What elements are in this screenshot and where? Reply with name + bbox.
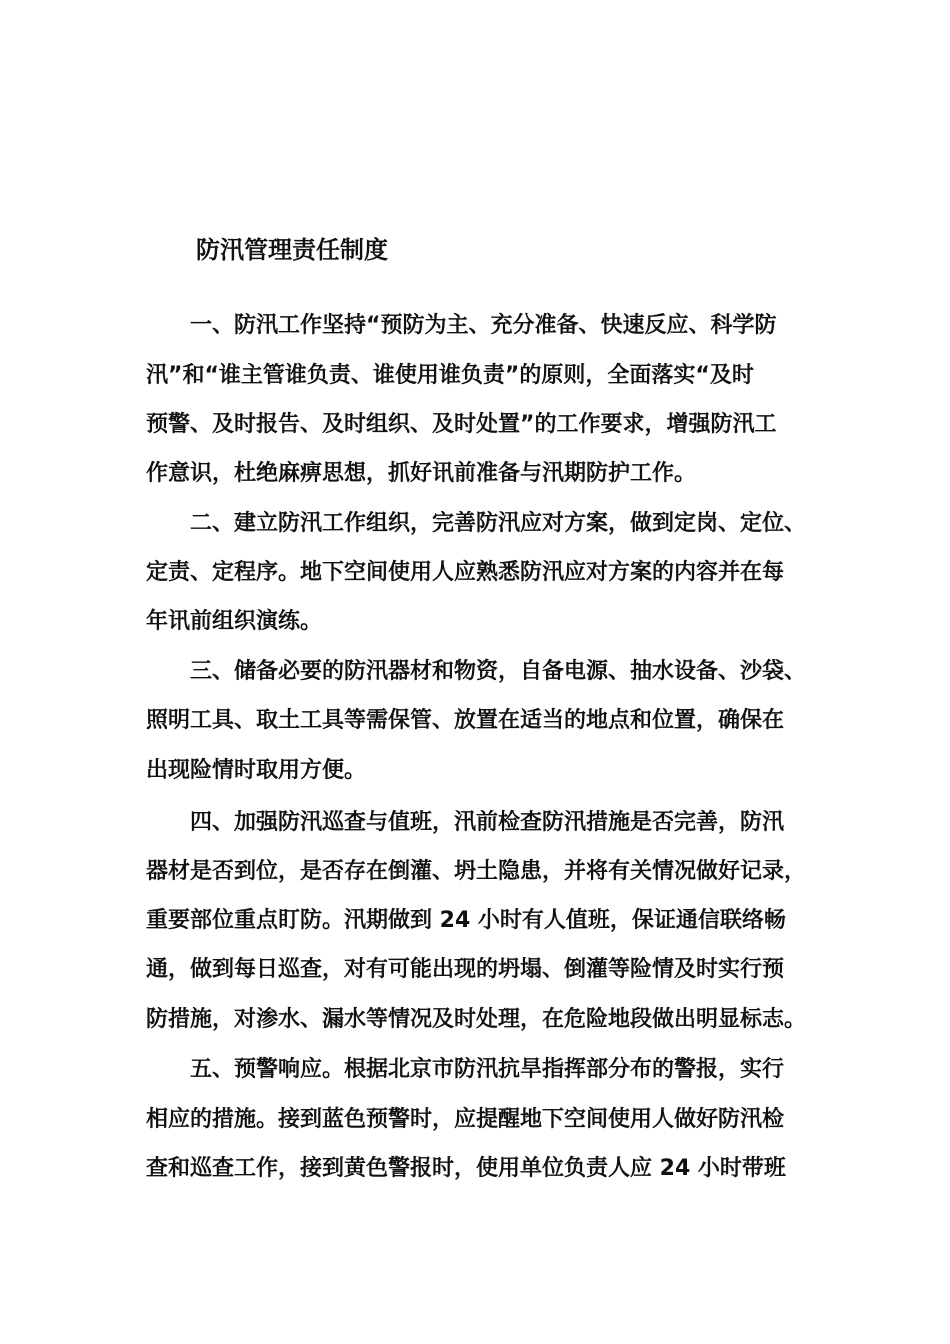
paragraph-3-line-2: 照明工具、取土工具等需保管、放置在适当的地点和位置，确保在 [146, 708, 785, 733]
paragraph-1-line-1: 一、防汛工作坚持“预防为主、充分准备、快速反应、科学防 [190, 313, 777, 338]
paragraph-1-line-3: 预警、及时报告、及时组织、及时处置”的工作要求，增强防汛工 [146, 412, 777, 437]
paragraph-1-line-2: 汛”和“谁主管谁负责、谁使用谁负责”的原则，全面落实“及时 [146, 363, 754, 388]
paragraph-2-line-3: 年讯前组织演练。 [146, 609, 323, 634]
paragraph-1-line-4: 作意识，杜绝麻痹思想，抓好讯前准备与汛期防护工作。 [146, 461, 697, 486]
document-title: 防汛管理责任制度 [196, 236, 388, 264]
paragraph-2-line-1: 二、建立防汛工作组织，完善防汛应对方案，做到定岗、定位、 [190, 511, 807, 536]
paragraph-3-line-3: 出现险情时取用方便。 [146, 758, 367, 783]
paragraph-4-line-5: 防措施，对渗水、漏水等情况及时处理，在危险地段做出明显标志。 [146, 1007, 807, 1032]
paragraph-4-line-2: 器材是否到位，是否存在倒灌、坍土隐患，并将有关情况做好记录， [146, 859, 807, 884]
paragraph-4-line-1: 四、加强防汛巡查与值班，汛前检查防汛措施是否完善，防汛 [190, 810, 785, 835]
paragraph-4-line-3: 重要部位重点盯防。汛期做到 24 小时有人值班，保证通信联络畅 [146, 908, 786, 933]
paragraph-2-line-2: 定责、定程序。地下空间使用人应熟悉防汛应对方案的内容并在每 [146, 560, 785, 585]
paragraph-5-line-1: 五、预警响应。根据北京市防汛抗旱指挥部分布的警报，实行 [190, 1057, 785, 1082]
paragraph-4-line-4: 通，做到每日巡查，对有可能出现的坍塌、倒灌等险情及时实行预 [146, 957, 785, 982]
paragraph-3-line-1: 三、储备必要的防汛器材和物资，自备电源、抽水设备、沙袋、 [190, 659, 807, 684]
paragraph-5-line-3: 查和巡查工作，接到黄色警报时，使用单位负责人应 24 小时带班 [146, 1156, 786, 1181]
paragraph-5-line-2: 相应的措施。接到蓝色预警时，应提醒地下空间使用人做好防汛检 [146, 1107, 785, 1132]
